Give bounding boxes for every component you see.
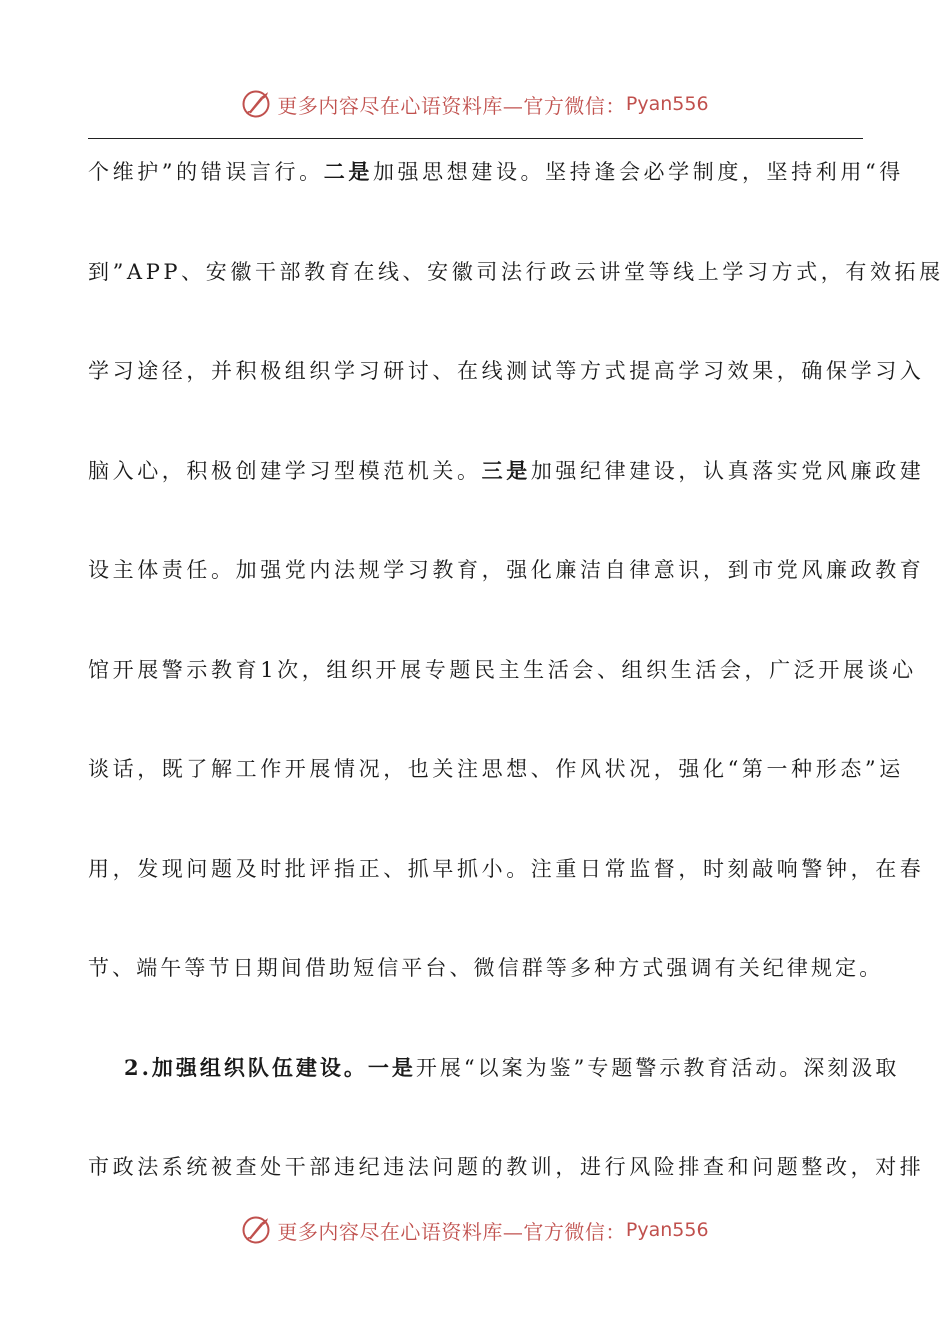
text-line: 到”APP、安徽干部教育在线、安徽司法行政云讲堂等线上学习方式，有效拓展 xyxy=(88,259,944,284)
header-banner xyxy=(0,84,950,124)
text-line: 设主体责任。加强党内法规学习教育，强化廉洁自律意识，到市党风廉政教育 xyxy=(88,558,925,582)
footer-banner xyxy=(0,1210,950,1250)
text-line: 用，发现问题及时批评指正、抓早抓小。注重日常监督，时刻敲响警钟，在春 xyxy=(88,856,925,881)
banner-wechat-label: 官方微信： xyxy=(523,93,626,118)
quill-pen-logo-icon xyxy=(241,1215,271,1245)
banner-wechat-id: Pyan556 xyxy=(625,1219,709,1241)
quill-pen-logo-icon xyxy=(241,89,271,119)
text-line: 市政法系统被查处干部违纪违法问题的教训，进行风险排查和问题整改，对排 xyxy=(88,1155,925,1179)
bold-marker: 二是 xyxy=(323,159,373,184)
banner-wechat-label: 官方微信： xyxy=(523,1219,626,1244)
document-body xyxy=(88,150,944,1245)
bold-marker: 2.加强组织队伍建设。一是 xyxy=(124,1054,416,1080)
text-line: 脑入心，积极创建学习型模范机关。三是加强纪律建设，认真落实党风廉政建 xyxy=(88,457,925,483)
text-line: 个维护”的错误言行。二是加强思想建设。坚持逢会必学制度，坚持利用“得 xyxy=(88,159,904,184)
text-line: 学习途径，并积极组织学习研讨、在线测试等方式提高学习效果，确保学习入 xyxy=(88,359,925,383)
text-line: 馆开展警示教育1次，组织开展专题民主生活会、组织生活会，广泛开展谈心 xyxy=(88,657,917,682)
bold-marker: 三是 xyxy=(481,457,531,483)
banner-wechat-id: Pyan556 xyxy=(625,93,709,115)
text-line: 节、端午等节日期间借助短信平台、微信群等多种方式强调有关纪律规定。 xyxy=(88,956,884,980)
banner-text: 更多内容尽在心语资料库— xyxy=(277,93,524,118)
banner-text: 更多内容尽在心语资料库— xyxy=(277,1219,524,1244)
header-divider xyxy=(88,138,863,139)
text-line: 谈话，既了解工作开展情况，也关注思想、作风状况，强化“第一种形态”运 xyxy=(88,757,904,781)
paragraph-heading-line: 2.加强组织队伍建设。一是开展“以案为鉴”专题警示教育活动。深刻汲取 xyxy=(124,1054,900,1080)
